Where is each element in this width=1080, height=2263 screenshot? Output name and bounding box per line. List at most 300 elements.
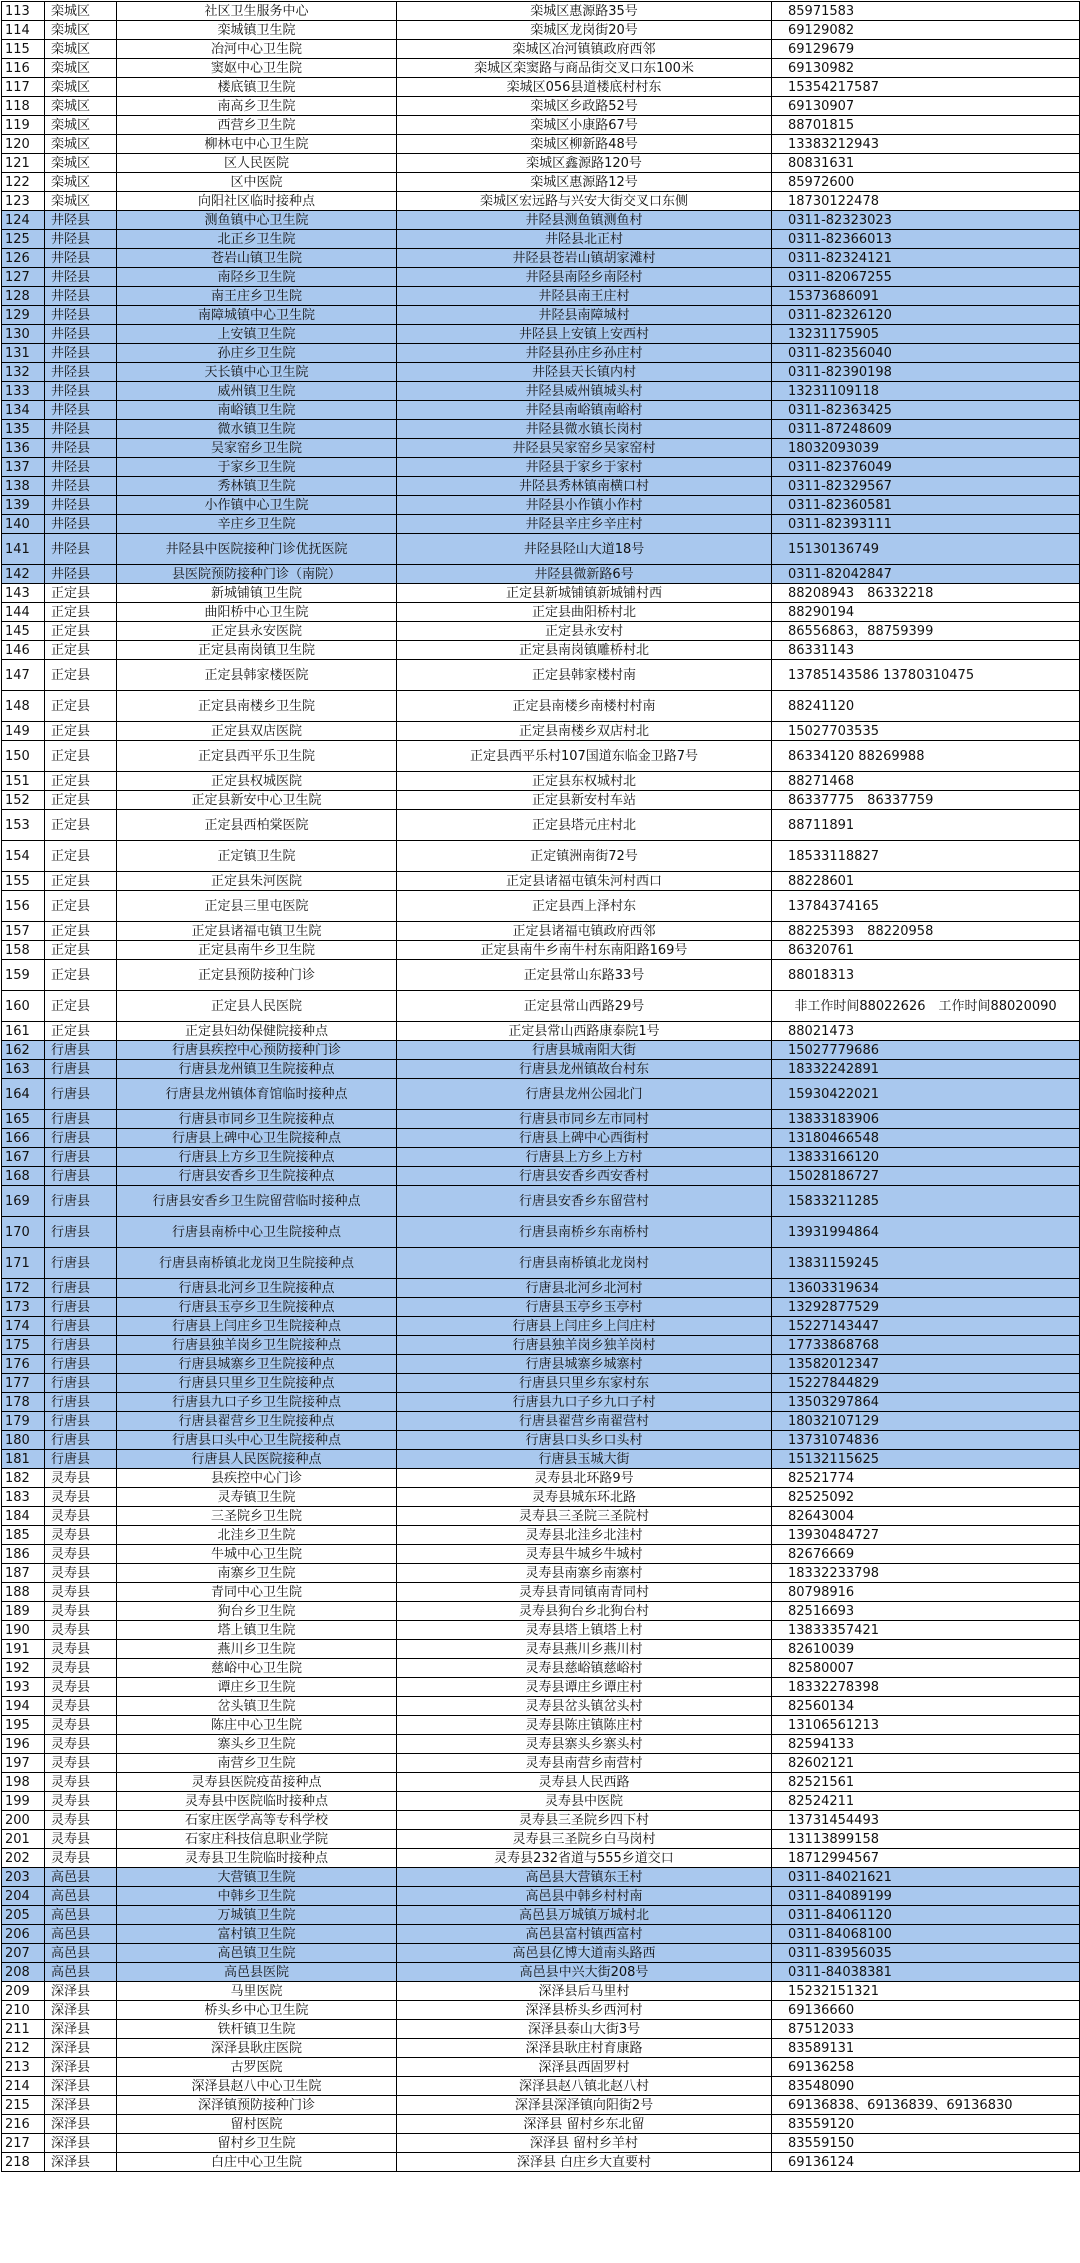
district-cell: 井陉县 (45, 268, 117, 287)
district-cell: 灵寿县 (45, 1507, 117, 1526)
site-name-cell: 燕川乡卫生院 (117, 1640, 397, 1659)
table-row (2, 1583, 1080, 1602)
phone-cell: 88711891 (772, 810, 1080, 841)
site-name-cell: 深泽县赵八中心卫生院 (117, 2077, 397, 2096)
phone-cell: 88021473 (772, 1022, 1080, 1041)
district-cell: 井陉县 (45, 477, 117, 496)
phone-cell: 69136660 (772, 2001, 1080, 2020)
site-name-cell: 正定县南岗镇卫生院 (117, 641, 397, 660)
address-cell: 灵寿县中医院 (397, 1792, 772, 1811)
address-cell: 高邑县大营镇东王村 (397, 1868, 772, 1887)
district-cell: 行唐县 (45, 1079, 117, 1110)
row-number: 123 (2, 192, 45, 211)
row-number: 136 (2, 439, 45, 458)
address-cell: 高邑县万城镇万城村北 (397, 1906, 772, 1925)
row-number: 156 (2, 891, 45, 922)
site-name-cell: 栾城镇卫生院 (117, 21, 397, 40)
row-number: 116 (2, 59, 45, 78)
site-name-cell: 行唐县九口子乡卫生院接种点 (117, 1393, 397, 1412)
row-number: 210 (2, 2001, 45, 2020)
site-name-cell: 铁杆镇卫生院 (117, 2020, 397, 2039)
address-cell: 正定镇洲南街72号 (397, 841, 772, 872)
row-number: 199 (2, 1792, 45, 1811)
table-row (2, 872, 1080, 891)
district-cell: 栾城区 (45, 135, 117, 154)
district-cell: 栾城区 (45, 2, 117, 21)
phone-cell: 18332233798 (772, 1564, 1080, 1583)
row-number: 152 (2, 791, 45, 810)
address-cell: 井陉县南王庄村 (397, 287, 772, 306)
site-name-cell: 南陉乡卫生院 (117, 268, 397, 287)
address-cell: 灵寿县塔上镇塔上村 (397, 1621, 772, 1640)
site-name-cell: 行唐县上碑中心卫生院接种点 (117, 1129, 397, 1148)
address-cell: 行唐县只里乡东家村东 (397, 1374, 772, 1393)
table-row (2, 1148, 1080, 1167)
phone-cell: 13503297864 (772, 1393, 1080, 1412)
table-row (2, 192, 1080, 211)
row-number: 173 (2, 1298, 45, 1317)
address-cell: 井陉县南障城村 (397, 306, 772, 325)
site-name-cell: 南营乡卫生院 (117, 1754, 397, 1773)
table-row (2, 941, 1080, 960)
address-cell: 井陉县上安镇上安西村 (397, 325, 772, 344)
table-row (2, 1355, 1080, 1374)
phone-cell: 69136258 (772, 2058, 1080, 2077)
phone-cell: 83559120 (772, 2115, 1080, 2134)
district-cell: 灵寿县 (45, 1659, 117, 1678)
row-number: 114 (2, 21, 45, 40)
address-cell: 行唐县市同乡左市同村 (397, 1110, 772, 1129)
table-row (2, 603, 1080, 622)
site-name-cell: 行唐县安香乡卫生院接种点 (117, 1167, 397, 1186)
district-cell: 行唐县 (45, 1355, 117, 1374)
table-row (2, 1640, 1080, 1659)
row-number: 144 (2, 603, 45, 622)
row-number: 176 (2, 1355, 45, 1374)
table-row (2, 1944, 1080, 1963)
district-cell: 灵寿县 (45, 1583, 117, 1602)
row-number: 175 (2, 1336, 45, 1355)
district-cell: 行唐县 (45, 1431, 117, 1450)
phone-cell: 13785143586 13780310475 (772, 660, 1080, 691)
site-name-cell: 正定县西柏棠医院 (117, 810, 397, 841)
site-name-cell: 三圣院乡卫生院 (117, 1507, 397, 1526)
row-number: 192 (2, 1659, 45, 1678)
table-row (2, 1022, 1080, 1041)
phone-cell: 83589131 (772, 2039, 1080, 2058)
address-cell: 行唐县口头乡口头村 (397, 1431, 772, 1450)
table-row (2, 249, 1080, 268)
table-row (2, 1811, 1080, 1830)
row-number: 133 (2, 382, 45, 401)
row-number: 170 (2, 1217, 45, 1248)
address-cell: 灵寿县狗台乡北狗台村 (397, 1602, 772, 1621)
row-number: 145 (2, 622, 45, 641)
table-row (2, 2001, 1080, 2020)
district-cell: 井陉县 (45, 458, 117, 477)
table-row (2, 1564, 1080, 1583)
row-number: 164 (2, 1079, 45, 1110)
site-name-cell: 天长镇中心卫生院 (117, 363, 397, 382)
table-row (2, 97, 1080, 116)
row-number: 211 (2, 2020, 45, 2039)
phone-cell: 88018313 (772, 960, 1080, 991)
table-row (2, 2153, 1080, 2172)
table-row (2, 2115, 1080, 2134)
address-cell: 栾城区龙岗街20号 (397, 21, 772, 40)
site-name-cell: 青同中心卫生院 (117, 1583, 397, 1602)
phone-cell: 80831631 (772, 154, 1080, 173)
phone-cell: 13784374165 (772, 891, 1080, 922)
address-cell: 井陉县南陉乡南陉村 (397, 268, 772, 287)
table-row (2, 325, 1080, 344)
table-row (2, 1186, 1080, 1217)
phone-cell: 18032107129 (772, 1412, 1080, 1431)
district-cell: 正定县 (45, 810, 117, 841)
phone-cell: 0311-84089199 (772, 1887, 1080, 1906)
row-number: 214 (2, 2077, 45, 2096)
address-cell: 深泽县泰山大街3号 (397, 2020, 772, 2039)
district-cell: 正定县 (45, 1022, 117, 1041)
phone-cell: 69129082 (772, 21, 1080, 40)
site-name-cell: 桥头乡中心卫生院 (117, 2001, 397, 2020)
row-number: 125 (2, 230, 45, 249)
phone-cell: 15227844829 (772, 1374, 1080, 1393)
row-number: 132 (2, 363, 45, 382)
row-number: 208 (2, 1963, 45, 1982)
district-cell: 行唐县 (45, 1298, 117, 1317)
address-cell: 正定县西平乐村107国道东临金卫路7号 (397, 741, 772, 772)
phone-cell: 0311-82360581 (772, 496, 1080, 515)
table-row (2, 211, 1080, 230)
address-cell: 井陉县北正村 (397, 230, 772, 249)
row-number: 138 (2, 477, 45, 496)
row-number: 166 (2, 1129, 45, 1148)
phone-cell: 13113899158 (772, 1830, 1080, 1849)
table-row (2, 772, 1080, 791)
site-name-cell: 县疾控中心门诊 (117, 1469, 397, 1488)
phone-cell: 0311-82356040 (772, 344, 1080, 363)
site-name-cell: 吴家窑乡卫生院 (117, 439, 397, 458)
table-row (2, 306, 1080, 325)
row-number: 143 (2, 584, 45, 603)
phone-cell: 15227143447 (772, 1317, 1080, 1336)
site-name-cell: 向阳社区临时接种点 (117, 192, 397, 211)
row-number: 195 (2, 1716, 45, 1735)
phone-cell: 82524211 (772, 1792, 1080, 1811)
district-cell: 行唐县 (45, 1374, 117, 1393)
address-cell: 正定县诸福屯镇政府西邻 (397, 922, 772, 941)
table-row (2, 1079, 1080, 1110)
table-row (2, 1060, 1080, 1079)
phone-cell: 0311-82326120 (772, 306, 1080, 325)
row-number: 185 (2, 1526, 45, 1545)
district-cell: 高邑县 (45, 1906, 117, 1925)
district-cell: 正定县 (45, 691, 117, 722)
address-cell: 灵寿县岔头镇岔头村 (397, 1697, 772, 1716)
address-cell: 行唐县安香乡西安香村 (397, 1167, 772, 1186)
phone-cell: 13383212943 (772, 135, 1080, 154)
site-name-cell: 行唐县安香乡卫生院留营临时接种点 (117, 1186, 397, 1217)
phone-cell: 0311-82390198 (772, 363, 1080, 382)
address-cell: 深泽县后马里村 (397, 1982, 772, 2001)
address-cell: 正定县永安村 (397, 622, 772, 641)
address-cell: 栾城区056县道楼底村村东 (397, 78, 772, 97)
row-number: 122 (2, 173, 45, 192)
address-cell: 井陉县天长镇内村 (397, 363, 772, 382)
table-row (2, 534, 1080, 565)
table-row (2, 1488, 1080, 1507)
address-cell: 行唐县安香乡东留营村 (397, 1186, 772, 1217)
district-cell: 井陉县 (45, 420, 117, 439)
address-cell: 深泽县耿庄村育康路 (397, 2039, 772, 2058)
site-name-cell: 窦妪中心卫生院 (117, 59, 397, 78)
row-number: 163 (2, 1060, 45, 1079)
district-cell: 行唐县 (45, 1186, 117, 1217)
district-cell: 灵寿县 (45, 1697, 117, 1716)
phone-cell: 0311-82324121 (772, 249, 1080, 268)
site-name-cell: 富村镇卫生院 (117, 1925, 397, 1944)
row-number: 118 (2, 97, 45, 116)
district-cell: 灵寿县 (45, 1621, 117, 1640)
district-cell: 灵寿县 (45, 1488, 117, 1507)
phone-cell: 0311-82366013 (772, 230, 1080, 249)
table-row (2, 1412, 1080, 1431)
phone-cell: 82610039 (772, 1640, 1080, 1659)
row-number: 190 (2, 1621, 45, 1640)
row-number: 169 (2, 1186, 45, 1217)
row-number: 134 (2, 401, 45, 420)
address-cell: 行唐县上碑中心西街村 (397, 1129, 772, 1148)
row-number: 174 (2, 1317, 45, 1336)
table-row (2, 1735, 1080, 1754)
phone-cell: 13833183906 (772, 1110, 1080, 1129)
phone-cell: 69130982 (772, 59, 1080, 78)
district-cell: 正定县 (45, 641, 117, 660)
address-cell: 深泽县 留村乡东北留 (397, 2115, 772, 2134)
site-name-cell: 塔上镇卫生院 (117, 1621, 397, 1640)
address-cell: 栾城区鑫源路120号 (397, 154, 772, 173)
district-cell: 灵寿县 (45, 1735, 117, 1754)
row-number: 115 (2, 40, 45, 59)
address-cell: 灵寿县三圣院三圣院村 (397, 1507, 772, 1526)
row-number: 117 (2, 78, 45, 97)
phone-cell: 83548090 (772, 2077, 1080, 2096)
table-row (2, 622, 1080, 641)
table-row (2, 1507, 1080, 1526)
phone-cell: 86337775 86337759 (772, 791, 1080, 810)
district-cell: 行唐县 (45, 1317, 117, 1336)
table-row (2, 344, 1080, 363)
table-row (2, 1659, 1080, 1678)
table-row (2, 382, 1080, 401)
address-cell: 井陉县南峪镇南峪村 (397, 401, 772, 420)
address-cell: 行唐县城南阳大街 (397, 1041, 772, 1060)
address-cell: 正定县常山西路康泰院1号 (397, 1022, 772, 1041)
phone-cell: 0311-82042847 (772, 565, 1080, 584)
row-number: 218 (2, 2153, 45, 2172)
address-cell: 灵寿县北洼乡北洼村 (397, 1526, 772, 1545)
table-row (2, 2, 1080, 21)
table-row (2, 496, 1080, 515)
phone-cell: 0311-82376049 (772, 458, 1080, 477)
site-name-cell: 牛城中心卫生院 (117, 1545, 397, 1564)
district-cell: 行唐县 (45, 1279, 117, 1298)
district-cell: 灵寿县 (45, 1830, 117, 1849)
district-cell: 正定县 (45, 772, 117, 791)
table-row (2, 741, 1080, 772)
site-name-cell: 西营乡卫生院 (117, 116, 397, 135)
table-row (2, 1431, 1080, 1450)
district-cell: 灵寿县 (45, 1640, 117, 1659)
row-number: 146 (2, 641, 45, 660)
phone-cell: 82521774 (772, 1469, 1080, 1488)
table-row (2, 1716, 1080, 1735)
phone-cell: 13231109118 (772, 382, 1080, 401)
district-cell: 行唐县 (45, 1129, 117, 1148)
district-cell: 井陉县 (45, 287, 117, 306)
district-cell: 栾城区 (45, 40, 117, 59)
table-row (2, 420, 1080, 439)
site-name-cell: 万城镇卫生院 (117, 1906, 397, 1925)
address-cell: 正定县曲阳桥村北 (397, 603, 772, 622)
row-number: 160 (2, 991, 45, 1022)
site-name-cell: 正定县权城医院 (117, 772, 397, 791)
site-name-cell: 南障城镇中心卫生院 (117, 306, 397, 325)
row-number: 131 (2, 344, 45, 363)
row-number: 127 (2, 268, 45, 287)
phone-cell: 88290194 (772, 603, 1080, 622)
phone-cell: 69136124 (772, 2153, 1080, 2172)
table-row (2, 268, 1080, 287)
row-number: 217 (2, 2134, 45, 2153)
table-row (2, 40, 1080, 59)
address-cell: 深泽县 留村乡羊村 (397, 2134, 772, 2153)
phone-cell: 69136838、69136839、69136830 (772, 2096, 1080, 2115)
site-name-cell: 行唐县南桥中心卫生院接种点 (117, 1217, 397, 1248)
row-number: 135 (2, 420, 45, 439)
address-cell: 正定县韩家楼村南 (397, 660, 772, 691)
phone-cell: 13930484727 (772, 1526, 1080, 1545)
row-number: 194 (2, 1697, 45, 1716)
vaccination-sites-table (1, 1, 1080, 2172)
phone-cell: 13231175905 (772, 325, 1080, 344)
site-name-cell: 正定县南楼乡卫生院 (117, 691, 397, 722)
site-name-cell: 新城铺镇卫生院 (117, 584, 397, 603)
address-cell: 灵寿县寨头乡寨头村 (397, 1735, 772, 1754)
row-number: 187 (2, 1564, 45, 1583)
row-number: 154 (2, 841, 45, 872)
table-row (2, 2077, 1080, 2096)
district-cell: 灵寿县 (45, 1754, 117, 1773)
district-cell: 行唐县 (45, 1060, 117, 1079)
table-row (2, 1450, 1080, 1469)
phone-cell: 18032093039 (772, 439, 1080, 458)
phone-cell: 88228601 (772, 872, 1080, 891)
table-row (2, 1602, 1080, 1621)
district-cell: 深泽县 (45, 2096, 117, 2115)
site-name-cell: 孙庄乡卫生院 (117, 344, 397, 363)
address-cell: 栾城区乡政路52号 (397, 97, 772, 116)
table-row (2, 1374, 1080, 1393)
phone-cell: 85972600 (772, 173, 1080, 192)
district-cell: 行唐县 (45, 1148, 117, 1167)
row-number: 215 (2, 2096, 45, 2115)
address-cell: 正定县东权城村北 (397, 772, 772, 791)
site-name-cell: 井陉县中医院接种门诊优抚医院 (117, 534, 397, 565)
phone-cell: 0311-82363425 (772, 401, 1080, 420)
row-number: 186 (2, 1545, 45, 1564)
phone-cell: 82560134 (772, 1697, 1080, 1716)
site-name-cell: 南王庄乡卫生院 (117, 287, 397, 306)
site-name-cell: 慈峪中心卫生院 (117, 1659, 397, 1678)
phone-cell: 15028186727 (772, 1167, 1080, 1186)
row-number: 168 (2, 1167, 45, 1186)
table-row (2, 154, 1080, 173)
phone-cell: 0311-82393111 (772, 515, 1080, 534)
row-number: 183 (2, 1488, 45, 1507)
district-cell: 井陉县 (45, 496, 117, 515)
address-cell: 高邑县中韩乡村村南 (397, 1887, 772, 1906)
site-name-cell: 正定镇卫生院 (117, 841, 397, 872)
district-cell: 井陉县 (45, 515, 117, 534)
address-cell: 灵寿县三圣院乡四下村 (397, 1811, 772, 1830)
site-name-cell: 正定县西平乐卫生院 (117, 741, 397, 772)
table-row (2, 1697, 1080, 1716)
table-row (2, 439, 1080, 458)
row-number: 139 (2, 496, 45, 515)
phone-cell: 18712994567 (772, 1849, 1080, 1868)
site-name-cell: 正定县双店医院 (117, 722, 397, 741)
district-cell: 灵寿县 (45, 1469, 117, 1488)
district-cell: 高邑县 (45, 1887, 117, 1906)
district-cell: 深泽县 (45, 2134, 117, 2153)
address-cell: 栾城区惠源路12号 (397, 173, 772, 192)
phone-cell: 0311-84061120 (772, 1906, 1080, 1925)
district-cell: 栾城区 (45, 173, 117, 192)
phone-cell: 15354217587 (772, 78, 1080, 97)
address-cell: 灵寿县南寨乡南寨村 (397, 1564, 772, 1583)
site-name-cell: 行唐县龙州镇卫生院接种点 (117, 1060, 397, 1079)
district-cell: 正定县 (45, 741, 117, 772)
address-cell: 行唐县翟营乡南翟营村 (397, 1412, 772, 1431)
site-name-cell: 行唐县口头中心卫生院接种点 (117, 1431, 397, 1450)
site-name-cell: 留村医院 (117, 2115, 397, 2134)
address-cell: 灵寿县人民西路 (397, 1773, 772, 1792)
address-cell: 正定县新城铺镇新城铺村西 (397, 584, 772, 603)
phone-cell: 87512033 (772, 2020, 1080, 2039)
phone-cell: 80798916 (772, 1583, 1080, 1602)
district-cell: 行唐县 (45, 1217, 117, 1248)
site-name-cell: 正定县人民医院 (117, 991, 397, 1022)
phone-cell: 88271468 (772, 772, 1080, 791)
address-cell: 行唐县龙州镇故台村东 (397, 1060, 772, 1079)
phone-cell: 0311-83956035 (772, 1944, 1080, 1963)
district-cell: 井陉县 (45, 344, 117, 363)
table-row (2, 660, 1080, 691)
phone-cell: 13292877529 (772, 1298, 1080, 1317)
site-name-cell: 正定县南牛乡卫生院 (117, 941, 397, 960)
site-name-cell: 柳林屯中心卫生院 (117, 135, 397, 154)
district-cell: 行唐县 (45, 1167, 117, 1186)
table-row (2, 1298, 1080, 1317)
table-row (2, 1849, 1080, 1868)
address-cell: 栾城区小康路67号 (397, 116, 772, 135)
phone-cell: 82525092 (772, 1488, 1080, 1507)
table-row (2, 401, 1080, 420)
row-number: 167 (2, 1148, 45, 1167)
table-row (2, 1887, 1080, 1906)
